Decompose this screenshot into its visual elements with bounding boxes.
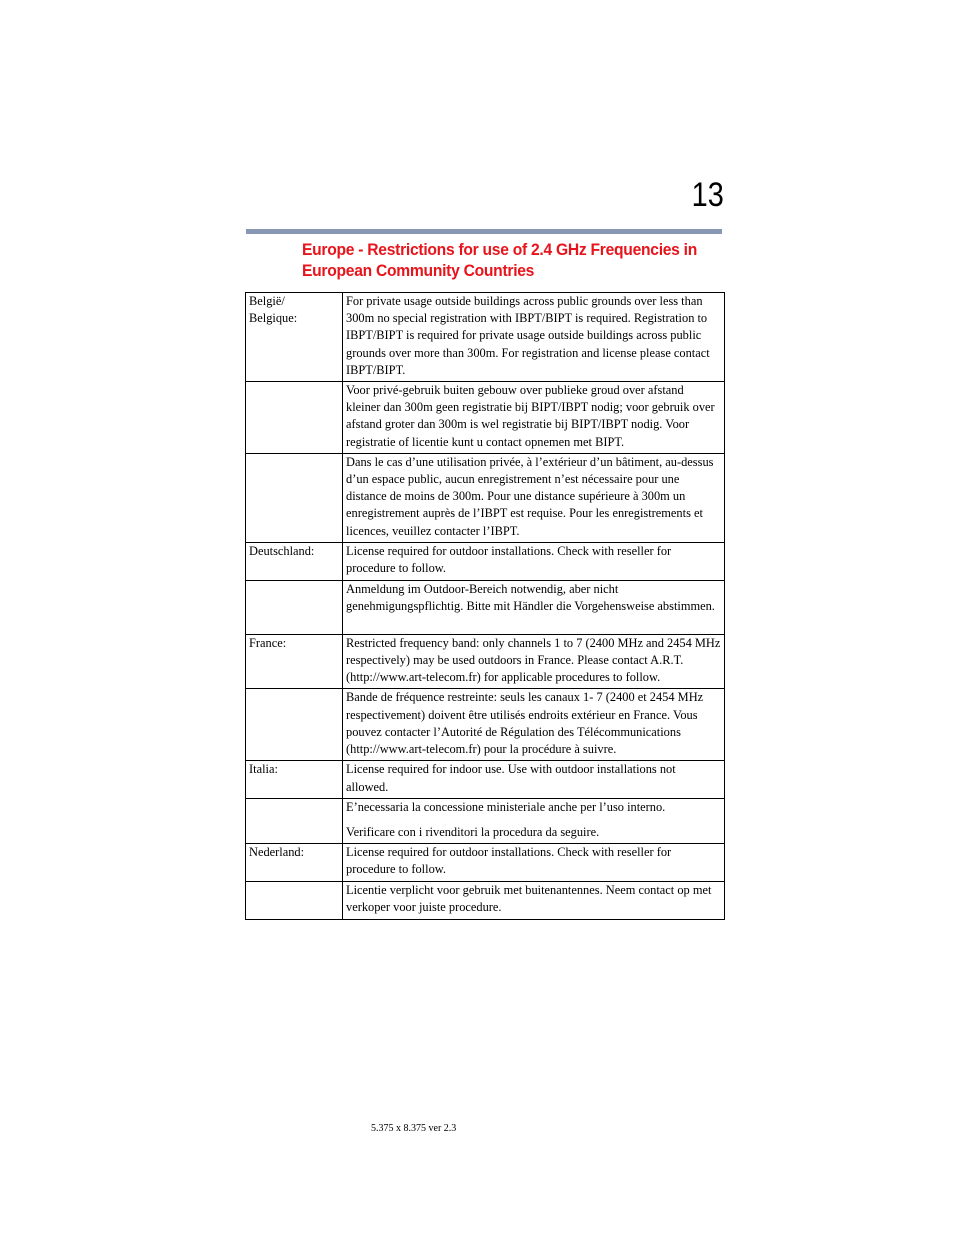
country-cell: Italia: [246,761,343,798]
header-rule [246,229,722,234]
restrictions-table [245,292,725,920]
country-cell [246,453,343,542]
restriction-text-line: Verificare con i rivenditori la procedura da seguire. [346,825,600,840]
restriction-text: Restricted frequency band: only channels 1 to 7 (2400 MHz and 2454 MHz respectively) may be used outdoors in France. Please contact A.R.T. (http://www.art-telecom.fr) for applicable procedures to follow. [343,634,725,689]
restriction-text: Dans le cas d’une utilisation privée, à l’extérieur d’un bâtiment, au-dessus d’un espace public, aucun enregistrement n’est nécessaire pour une distance de moins de 300m. Pour une distance supérieure à 300m un enregistrement auprès de l’IBPT est requise. Pour les enregistrements et licences, veuillez contacter l’IBPT. [343,453,725,542]
heading-line-1: Europe - Restrictions for use of 2.4 GHz Frequencies in [302,240,698,259]
country-cell [246,689,343,761]
country-cell: France: [246,634,343,689]
restriction-text-line: E’necessaria la concessione ministeriale anche per l’uso interno. [346,799,666,814]
page-number: 13 [691,176,724,214]
restriction-text: Bande de fréquence restreinte: seuls les canaux 1- 7 (2400 et 2454 MHz respectivement) doivent être utilisés endroits extérieur en France. Vous pouvez contacter l’Autorité de Régulation des Télécommunications (http://www.art-telecom.fr) pour la procédure à suivre. [343,689,725,761]
table-row [246,542,725,580]
country-cell [246,580,343,634]
table-row [246,761,725,798]
restriction-text: Voor privé-gebruik buiten gebouw over publieke groud over afstand kleiner dan 300m geen registratie bij BIPT/IBPT nodig; voor gebruik over afstand groter dan 300m is wel registratie bij BIPT/IBPT nodig. Voor registratie of licentie kunt u contact opnemen met BIPT. [343,382,725,454]
restriction-text: License required for indoor use. Use with outdoor installations not allowed. [343,761,725,798]
table-row [246,844,725,882]
page-footer: 5.375 x 8.375 ver 2.3 [371,1123,457,1134]
heading-line-2: European Community Countries [302,261,535,280]
country-cell [246,382,343,454]
country-cell [246,882,343,919]
table-row [246,382,725,454]
section-heading [302,239,707,281]
restriction-text [343,798,725,843]
table-row [246,798,725,843]
table-row [246,293,725,382]
table-row [246,882,725,919]
table-row [246,634,725,689]
restriction-text: For private usage outside buildings across public grounds over less than 300m no special registration with IBPT/BIPT is required. Registration to IBPT/BIPT is required for private usage outside buildings across public grounds over more than 300m. For registration and license please contact IBPT/BIPT. [343,293,725,382]
table-row [246,580,725,634]
country-cell: Nederland: [246,844,343,882]
country-cell: België/ Belgique: [246,293,343,382]
table-row [246,689,725,761]
restriction-text: Anmeldung im Outdoor-Bereich notwendig, aber nicht genehmigungspflichtig. Bitte mit Händler die Vorgehensweise abstimmen. [343,580,725,634]
country-cell: Deutschland: [246,542,343,580]
country-cell [246,798,343,843]
restriction-text: License required for outdoor installations. Check with reseller for procedure to follow. [343,844,725,882]
restriction-text: Licentie verplicht voor gebruik met buitenantennes. Neem contact op met verkoper voor juiste procedure. [343,882,725,919]
table-row [246,453,725,542]
restriction-text: License required for outdoor installations. Check with reseller for procedure to follow. [343,542,725,580]
